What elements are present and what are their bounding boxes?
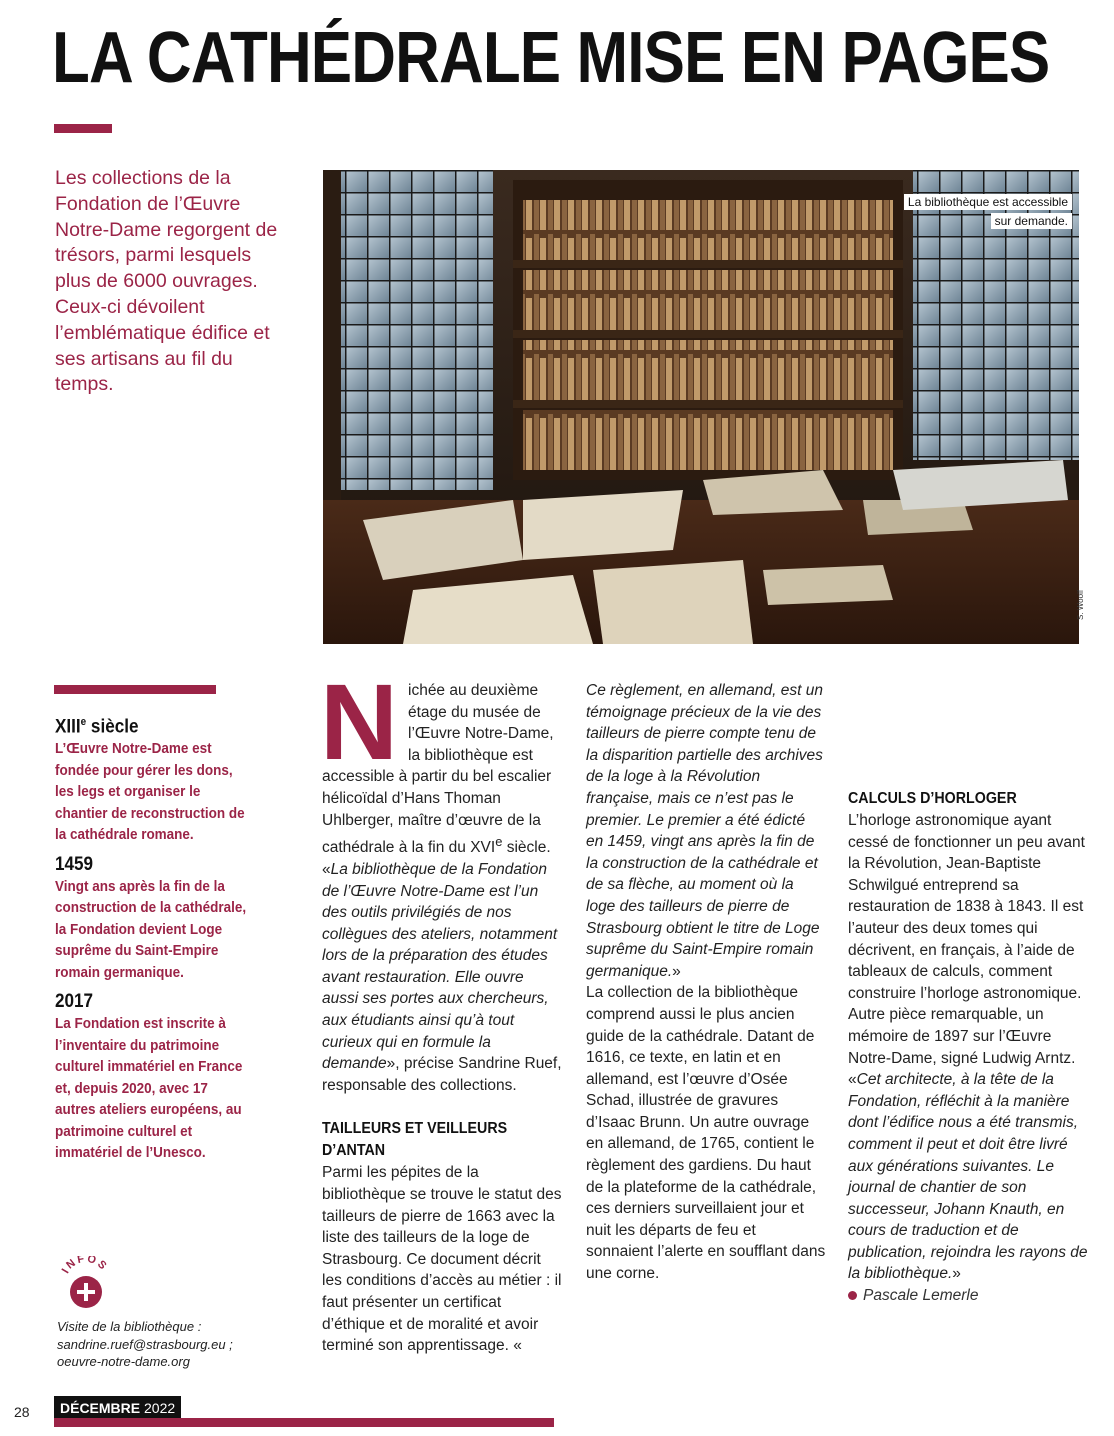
- article-paragraph: La collection de la bibliothèque comprend aussi le plus ancien guide de la cathédrale. Datant de 1616, ce texte, en latin et en allemand, est l’œuvre d’Osée Schad, illustrée de gravures d’Isaac Brunn. Un autre ouvrage en allemand, de 1765, contient le règlement des gardiens. Du haut de la plateforme de la cathédrale, ces derniers surveillaient jour et nuit les départs de feu et sonnaient l’alerte en soufflant dans une corne.: [586, 984, 826, 1283]
- article-column-2: [586, 680, 826, 1283]
- article-paragraph: Nichée au deuxième étage du musée de l’Œuvre Notre-Dame, la bibliothèque est accessible à partir du bel escalier hélicoïdal d’Hans Thoman Uhlberger, maître d’œuvre de la cathédrale à la fin du XVIe siècle. «La bibliothèque de la Fondation de l’Œuvre Notre-Dame est l’un des outils privilégiés de nos collègues des ateliers, notamment lors de la préparation des études avant restauration. Elle ouvre aussi ses portes aux chercheurs, aux étudiants ainsi qu’à tout curieux qui en formule la demande», précise Sandrine Ruef, responsable des collections.: [320, 661, 562, 1094]
- author-signature: Pascale Lemerle: [848, 1285, 1088, 1307]
- timeline-body: La Fondation est inscrite à l’inventaire du patrimoine culturel immatériel en France et, depuis 2020, avec 17 autres ateliers européens, au patrimoine culturel et immatériel de l’Unesco.: [55, 1016, 243, 1162]
- timeline-heading: 2017: [55, 991, 94, 1013]
- article-column-3: [848, 680, 1088, 1307]
- infos-label: INFOS: [59, 1256, 110, 1276]
- page-title: LA CATHÉDRALE MISE EN PAGES: [52, 18, 1050, 98]
- article-column-1: [320, 661, 562, 1355]
- intro-text: Les collections de la Fondation de l’Œuvre Notre-Dame regorgent de trésors, parmi lesquels plus de 6000 ouvrages. Ceux-ci dévoilent l’emblématique édifice et ses artisans au fil du temps.: [55, 167, 278, 396]
- photo-caption: [872, 193, 1072, 231]
- bullet-dot-icon: [848, 1291, 857, 1300]
- infos-line: Visite de la bibliothèque :: [57, 1319, 202, 1334]
- photo-credit: S. Woolf: [1076, 589, 1085, 620]
- timeline-body: Vingt ans après la fin de la construction de la cathédrale, la Fondation devient Loge suprême du Saint-Empire romain germanique.: [55, 878, 247, 981]
- section-heading: TAILLEURS ET VEILLEURS D’ANTAN: [322, 1120, 508, 1160]
- library-photo: [323, 170, 1079, 644]
- photo-caption-line1: La bibliothèque est accessible: [904, 194, 1072, 210]
- plus-circle-icon: [58, 1256, 114, 1316]
- photo-caption-line2: sur demande.: [991, 213, 1072, 229]
- section-heading: CALCULS D’HORLOGER: [848, 790, 1017, 807]
- infos-email-link[interactable]: sandrine.ruef@strasbourg.eu ;: [57, 1336, 233, 1352]
- svg-text:INFOS: [60, 1256, 110, 1276]
- footer-rule: [54, 1418, 554, 1427]
- title-rule: [54, 124, 112, 133]
- page-number: 28: [14, 1404, 30, 1420]
- article-paragraph: L’horloge astronomique ayant cessé de fonctionner un peu avant la Révolution, Jean-Baptiste Schwilgué entreprend sa restauration de 1838 à 1843. Il est l’auteur des deux tomes qui décrivent, en français, à l’aide de tableaux de calculs, comment construire l’horloge astronomique. Autre pièce remarquable, un mémoire de 1897 sur l’Œuvre Notre-Dame, signé Ludwig Arntz. «Cet architecte, à la tête de la Fondation, réfléchit à la manière dont l’édifice nous a été transmis, comment il peut et doit être livré aux générations suivantes. Le journal de chantier de son successeur, Johann Knauth, en cours de traduction et de publication, rejoindra les rayons de la bibliothèque.»: [848, 812, 1088, 1283]
- infos-website-link[interactable]: oeuvre-notre-dame.org: [57, 1354, 190, 1369]
- timeline-heading: 1459: [55, 853, 94, 875]
- library-photo-illustration: [323, 170, 1079, 644]
- infos-text: [57, 1318, 287, 1371]
- issue-date: DÉCEMBRE 2022: [54, 1396, 181, 1420]
- article-paragraph: Ce règlement, en allemand, est un témoignage précieux de la vie des tailleurs de pierre compte tenu de la disparition partielle des archives de la loge à la Révolution française, mais ce n’est pas le premier. Le premier a été édicté en 1459, vingt ans après la fin de la construction de la cathédrale et de sa flèche, au moment où la loge des tailleurs de pierre de Strasbourg obtient le titre de Loge suprême du Saint-Empire romain germanique.»: [586, 682, 823, 980]
- article-paragraph: Parmi les pépites de la bibliothèque se trouve le statut des tailleurs de pierre de 1663 avec la liste des tailleurs de la loge de Strasbourg. Ce document décrit les conditions d’accès au métier : il faut présenter un certificat d’éthique et de moralité et avoir terminé son apprentissage. «: [322, 1164, 562, 1355]
- timeline: [55, 710, 270, 1171]
- timeline-heading: XIIIe siècle: [55, 716, 139, 738]
- timeline-body: L’Œuvre Notre-Dame est fondée pour gérer les dons, les legs et organiser le chantier de reconstruction de la cathédrale romane.: [55, 741, 245, 844]
- timeline-rule: [54, 685, 216, 694]
- infos-badge: [58, 1256, 108, 1316]
- drop-cap: N: [320, 661, 398, 782]
